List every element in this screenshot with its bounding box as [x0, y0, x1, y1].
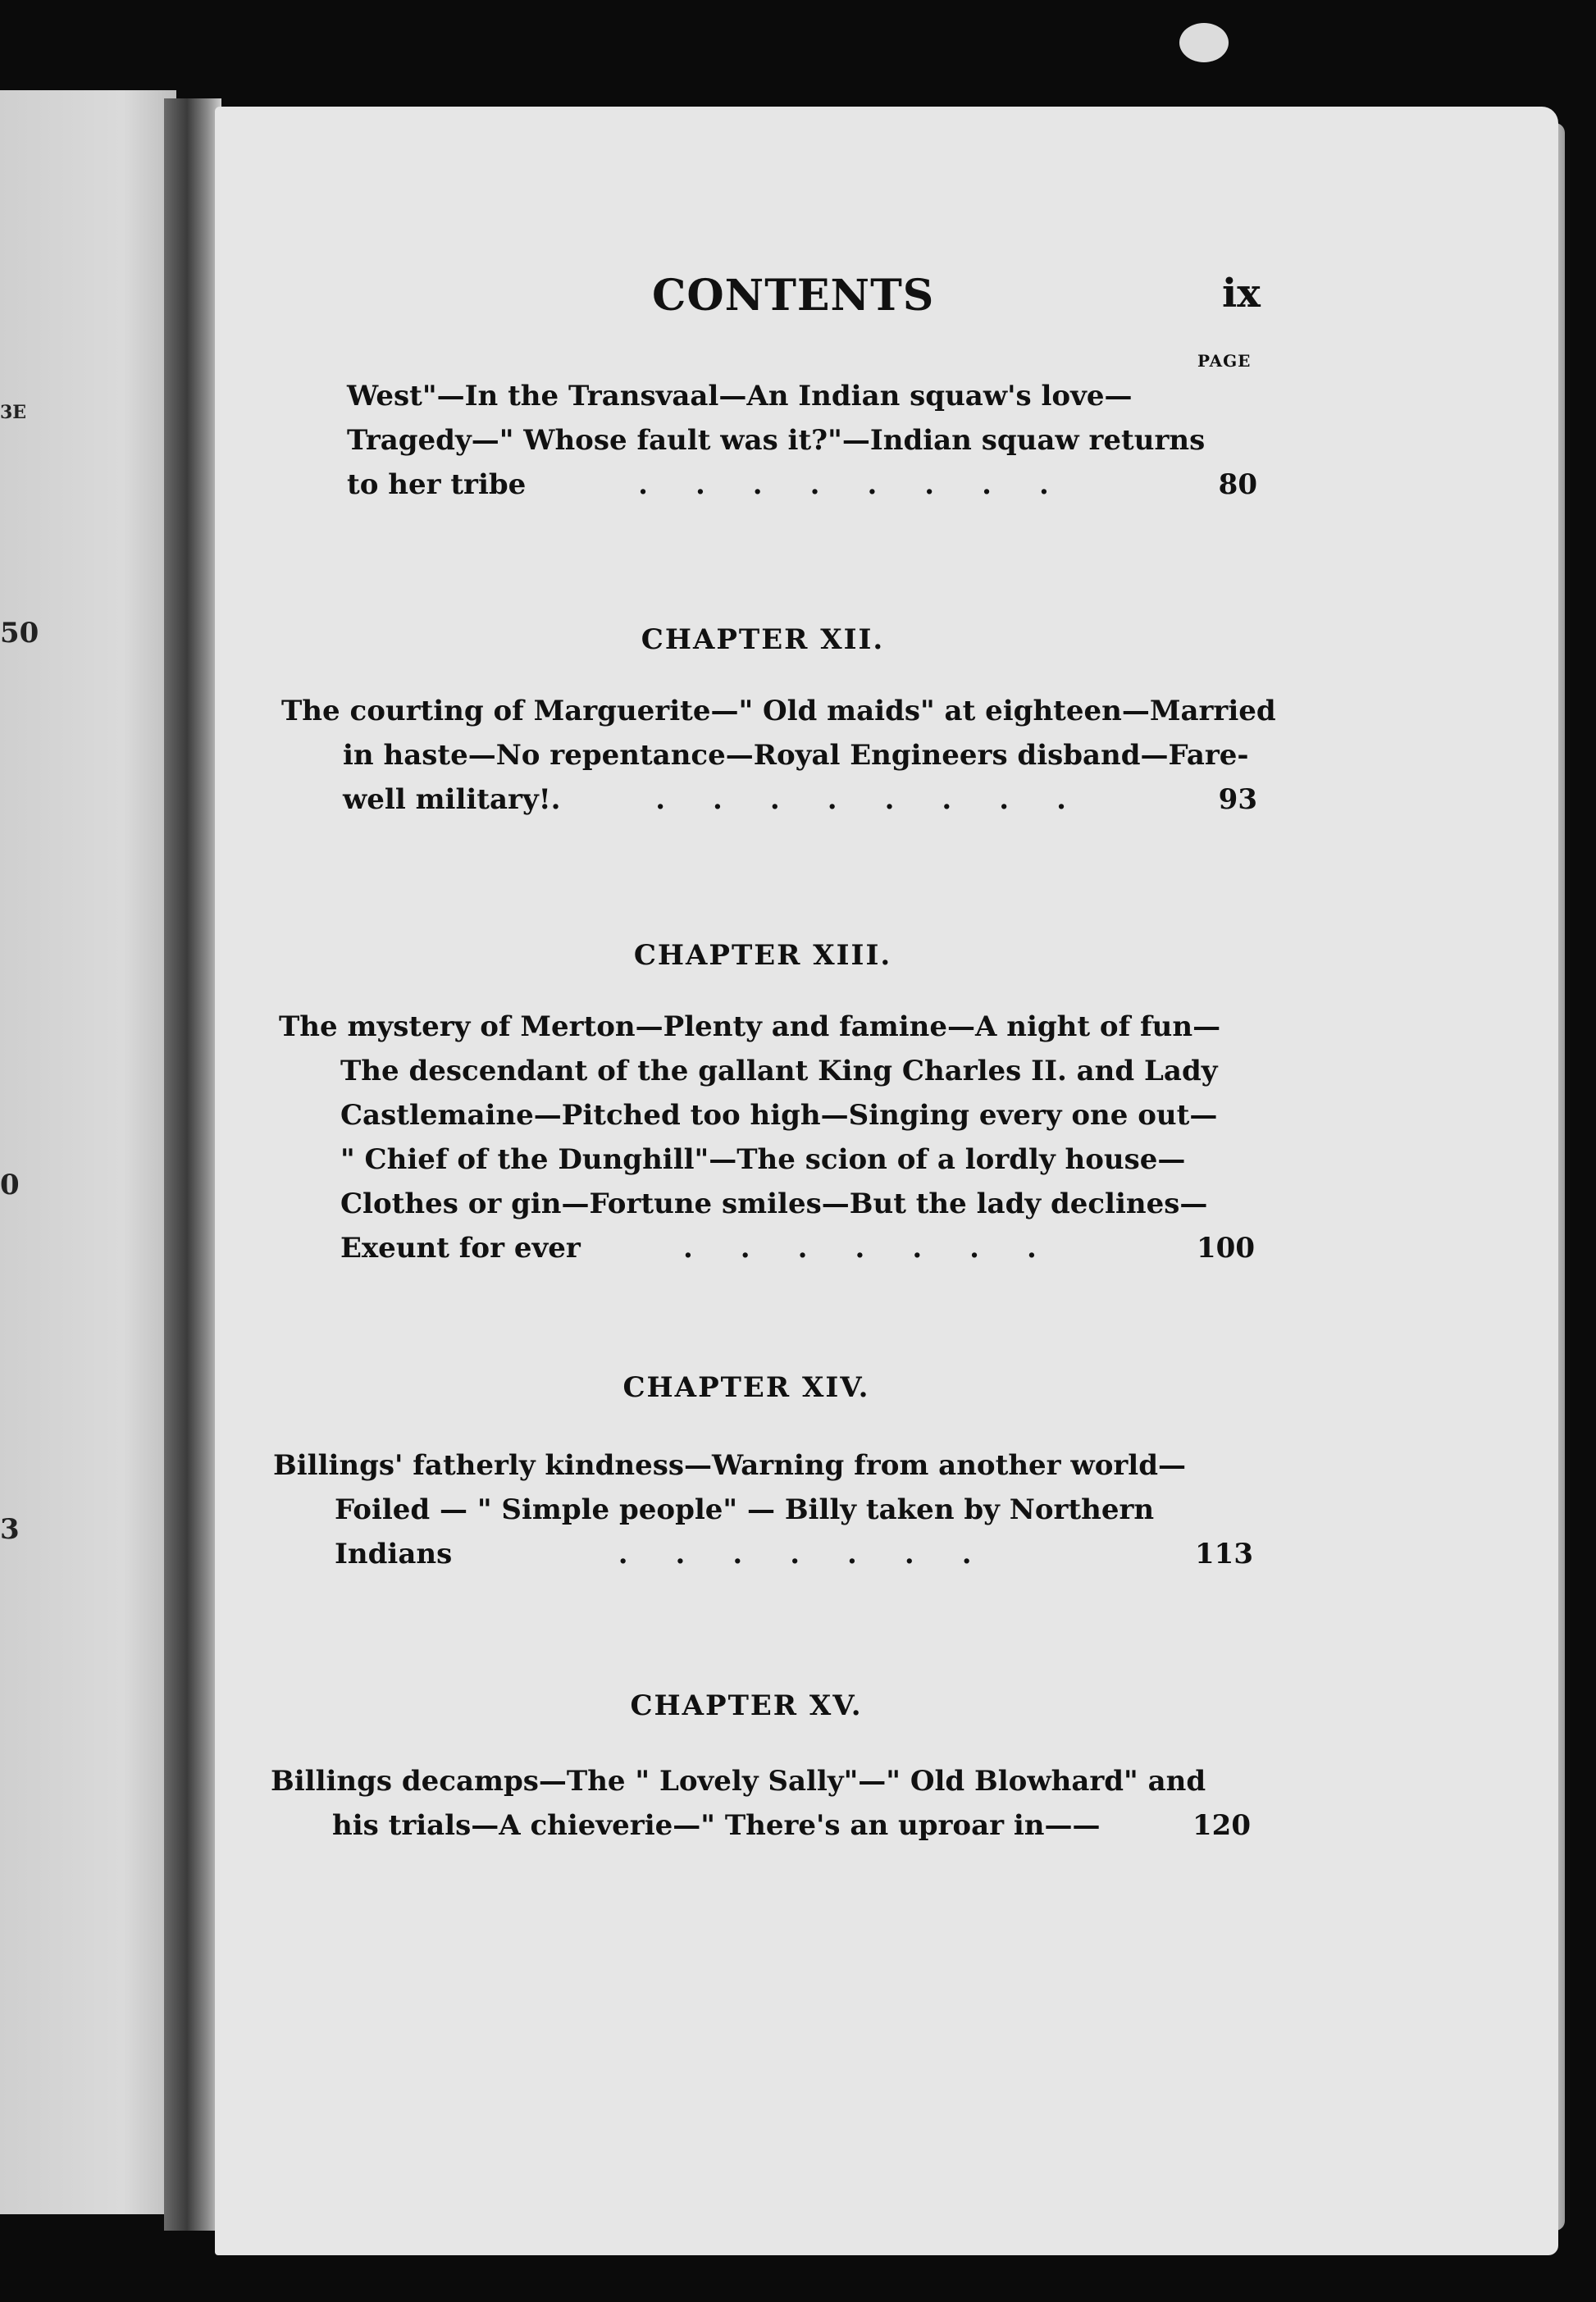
- chapter-heading: CHAPTER XV.: [630, 1689, 863, 1722]
- page-column-label: PAGE: [1197, 351, 1252, 371]
- entry-line: Billings decamps—The " Lovely Sally"—" Old Blowhard" and: [271, 1765, 1206, 1798]
- entry-last-line: [273, 1532, 1253, 1576]
- entry-line: his trials—A chieverie—" There's an uproar in——: [332, 1809, 1101, 1842]
- dot-leader: ........: [655, 783, 1114, 816]
- dot-leader: .......: [682, 1232, 1084, 1265]
- dot-leader: ........: [638, 468, 1097, 501]
- chapter-heading: CHAPTER XIII.: [633, 939, 892, 972]
- toc-entry: [279, 1005, 1255, 1270]
- page-number: ix: [1222, 271, 1261, 317]
- entry-line: " Chief of the Dunghill"—The scion of a lordly house—: [340, 1143, 1186, 1176]
- entry-line: The courting of Marguerite—" Old maids" at eighteen—Married: [281, 695, 1276, 727]
- toc-entry: [273, 1443, 1253, 1576]
- left-facing-page: [0, 90, 176, 2214]
- entry-line: Billings' fatherly kindness—Warning from another world—: [273, 1449, 1186, 1482]
- dot-leader: .......: [618, 1538, 1019, 1570]
- entry-line: West"—In the Transvaal—An Indian squaw's love—: [347, 380, 1133, 413]
- chapter-heading: CHAPTER XIV.: [622, 1371, 870, 1404]
- entry-line: Indians: [335, 1538, 453, 1570]
- entry-line: Foiled — " Simple people" — Billy taken by Northern: [335, 1493, 1155, 1526]
- entry-page-number: 80: [1218, 468, 1257, 501]
- entry-line: Clothes or gin—Fortune smiles—But the lady declines—: [340, 1187, 1208, 1220]
- entry-line: in haste—No repentance—Royal Engineers disband—Fare-: [343, 739, 1249, 772]
- toc-entry: [281, 689, 1276, 822]
- book-gutter: [164, 98, 221, 2231]
- entry-page-number: 113: [1195, 1538, 1253, 1570]
- left-page-fragment: 50: [0, 617, 39, 650]
- entry-page-number: 93: [1218, 783, 1257, 816]
- entry-page-number: 100: [1197, 1232, 1255, 1265]
- entry-last-line: [271, 1803, 1251, 1848]
- entry-line: well military!.: [343, 783, 561, 816]
- left-page-fragment: 3E: [0, 402, 27, 423]
- entry-line: The mystery of Merton—Plenty and famine—A night of fun—: [279, 1010, 1221, 1043]
- left-page-fragment: 0: [0, 1169, 20, 1201]
- toc-entry: [271, 1759, 1251, 1848]
- entry-line: Tragedy—" Whose fault was it?"—Indian squaw returns: [347, 424, 1206, 457]
- entry-line: Exeunt for ever: [340, 1232, 581, 1265]
- paper-speck: [1179, 23, 1229, 62]
- left-page-fragment: 3: [0, 1513, 20, 1546]
- entry-line: Castlemaine—Pitched too high—Singing every one out—: [340, 1099, 1218, 1132]
- entry-page-number: 120: [1192, 1809, 1251, 1842]
- chapter-heading: CHAPTER XII.: [641, 623, 885, 656]
- entry-line: The descendant of the gallant King Charles II. and Lady: [340, 1055, 1218, 1087]
- entry-last-line: [281, 777, 1257, 822]
- entry-last-line: [347, 463, 1257, 507]
- entry-line: to her tribe: [347, 468, 527, 501]
- entry-last-line: [279, 1226, 1255, 1270]
- page-title: CONTENTS: [652, 271, 935, 321]
- toc-entry-continuation: [347, 374, 1257, 507]
